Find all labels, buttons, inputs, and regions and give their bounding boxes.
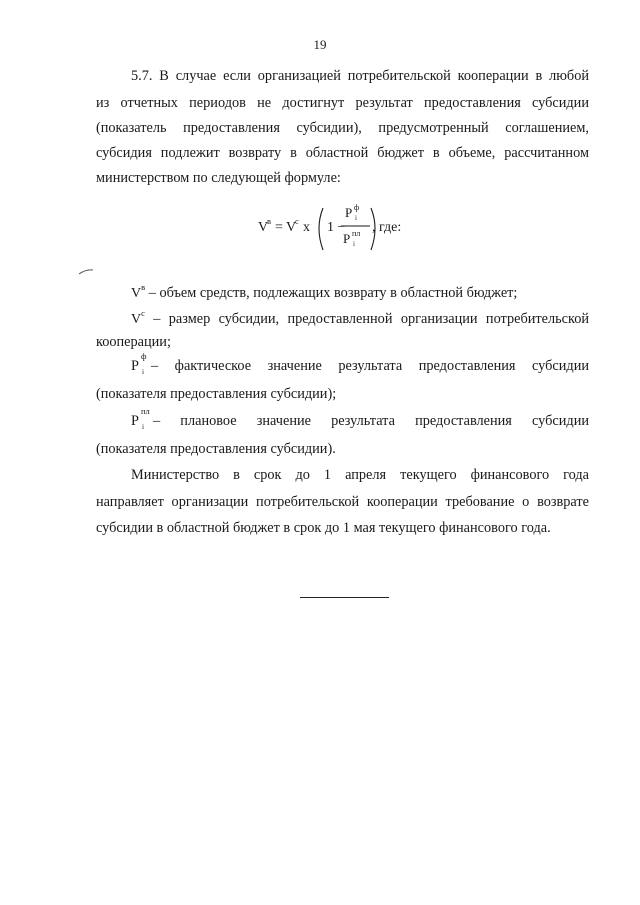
- definition-vc-line-1: [131, 309, 589, 328]
- left-paren-icon: [319, 208, 323, 250]
- ministry-line-1: Министерство в срок до 1 апреля текущего финансового года: [131, 467, 589, 483]
- refund-formula: [253, 198, 413, 258]
- definition-vc-sup: с: [141, 308, 145, 318]
- definition-pf-line-1: [131, 351, 589, 376]
- definition-pf-sub: i: [142, 367, 145, 376]
- definition-ppl-text: – плановое значение результата предоставления субсидии: [153, 413, 589, 429]
- formula-den-sup: пл: [352, 229, 361, 238]
- formula-one-minus: 1 −: [327, 220, 346, 235]
- formula-den-base: P: [343, 231, 351, 246]
- ministry-line-3: субсидии в областной бюджет в срок до 1 мая текущего финансового года.: [96, 520, 551, 536]
- formula-rhs-sup: с: [295, 216, 299, 226]
- formula-num-sub: i: [355, 214, 357, 222]
- formula-den-sub: i: [353, 240, 355, 248]
- formula-num-sup: ф: [354, 203, 360, 212]
- formula-eq: =: [275, 220, 283, 235]
- paragraph-line-2: из отчетных периодов не достигнут результат предоставления субсидии: [96, 95, 589, 111]
- definition-pf-symbol: [131, 351, 151, 376]
- definition-pf-sup: ф: [141, 351, 147, 361]
- formula-rhs-base: V: [286, 220, 297, 235]
- formula-lhs-base: V: [258, 220, 269, 235]
- definition-vb-symbol: V: [131, 285, 142, 301]
- paragraph-line-5: министерством по следующей формуле:: [96, 170, 341, 186]
- formula-tail: , где:: [372, 220, 402, 235]
- definition-ppl-sub: i: [142, 422, 145, 431]
- definition-ppl-line-1: [131, 406, 589, 431]
- definition-ppl-symbol: [131, 406, 153, 431]
- formula-lhs-sup: в: [267, 216, 272, 226]
- definition-vc-line-2: кооперации;: [96, 334, 171, 350]
- formula-times: x: [303, 220, 310, 235]
- definition-vb-sup: в: [141, 282, 146, 292]
- definition-vc-text: – размер субсидии, предоставленной организации потребительской: [144, 310, 589, 327]
- ministry-line-2: направляет организации потребительской кооперации требование о возврате: [96, 494, 589, 510]
- paragraph-line-1: 5.7. В случае если организацией потребительской кооперации в любой: [131, 68, 589, 84]
- definition-ppl-base: P: [131, 413, 139, 429]
- paragraph-line-3: (показатель предоставления субсидии), предусмотренный соглашением,: [96, 120, 589, 136]
- formula-num-base: P: [345, 205, 353, 220]
- definition-vb-text: – объем средств, подлежащих возврату в областной бюджет;: [145, 284, 518, 301]
- paragraph-line-4: субсидия подлежит возврату в областной бюджет в объеме, рассчитанном: [96, 145, 589, 161]
- definition-pf-text: – фактическое значение результата предоставления субсидии: [151, 358, 589, 374]
- definition-ppl-line-2: (показателя предоставления субсидии).: [96, 441, 336, 457]
- definition-vb: [131, 283, 517, 302]
- page-number: 19: [313, 37, 327, 52]
- definition-pf-line-2: (показателя предоставления субсидии);: [96, 386, 337, 402]
- definition-vc-symbol: V: [131, 311, 142, 327]
- scan-mark-icon: [78, 268, 94, 276]
- end-of-text-rule: [300, 597, 389, 598]
- definition-pf-base: P: [131, 358, 139, 374]
- definition-ppl-sup: пл: [141, 406, 150, 416]
